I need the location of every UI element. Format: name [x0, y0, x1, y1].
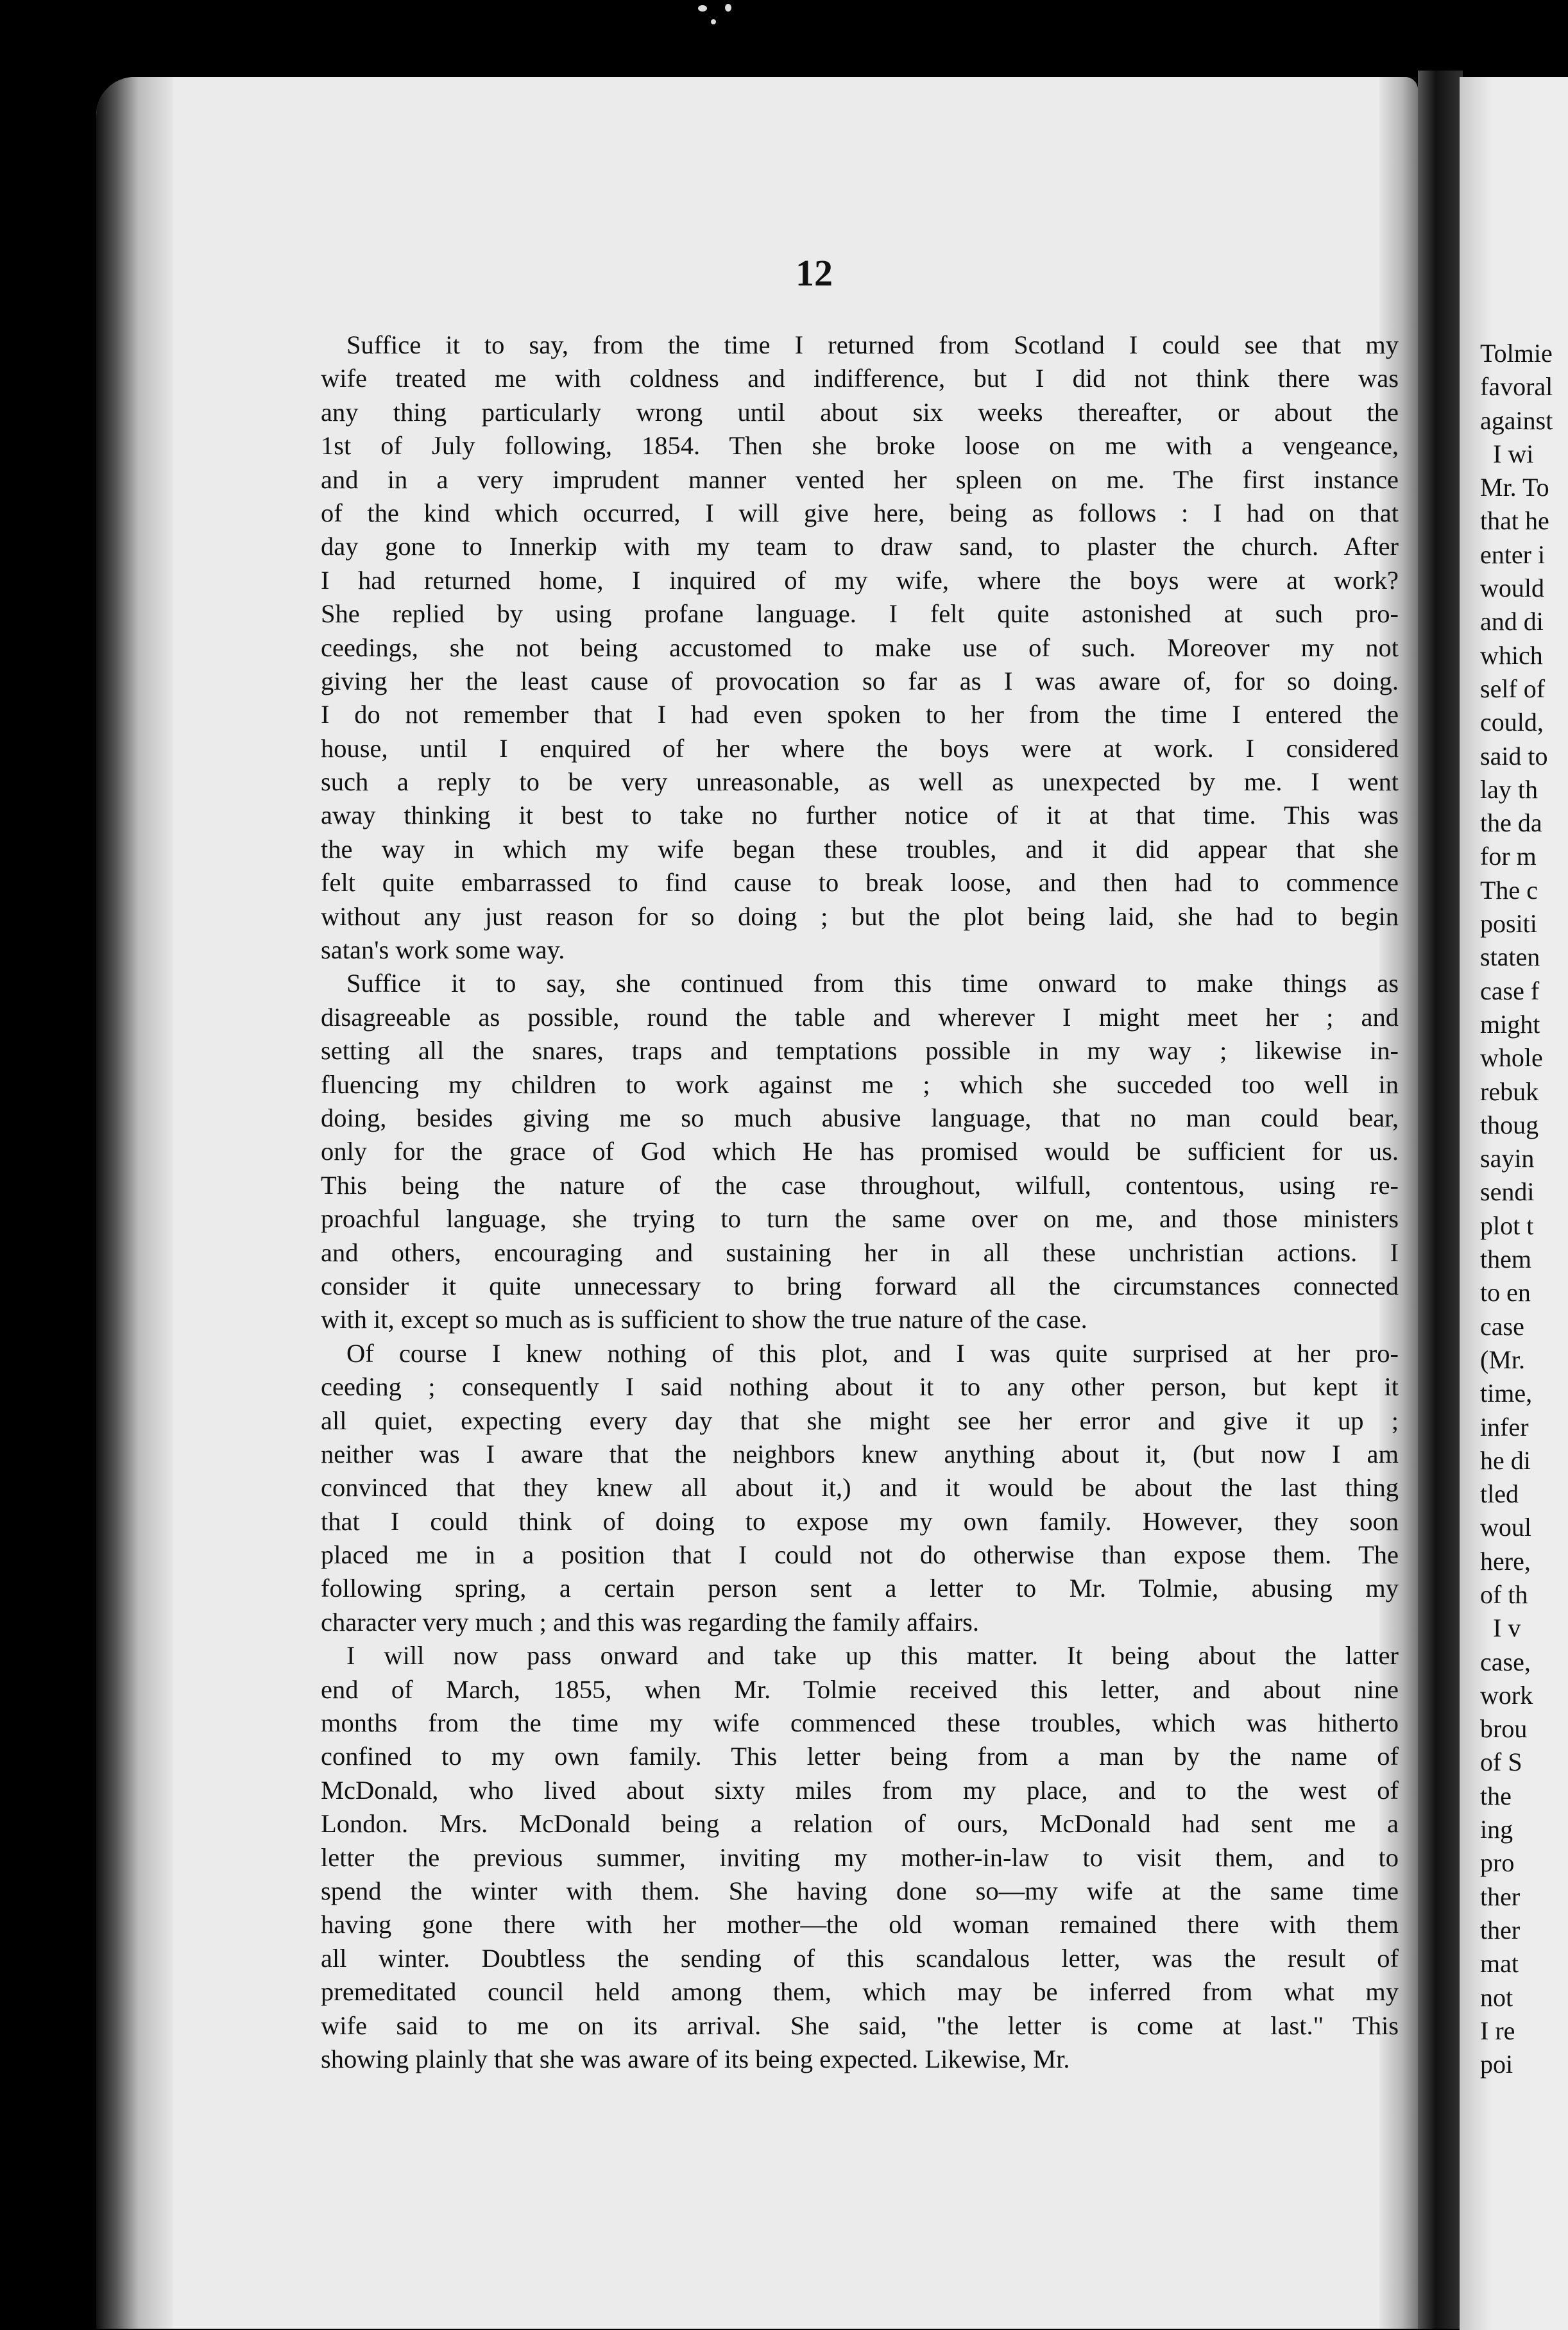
facing-page-line: could, — [1480, 708, 1544, 737]
text-line: setting all the snares, traps and temptations possible in my way ; likewise in- — [321, 1036, 1399, 1066]
facing-page-line: enter i — [1480, 540, 1546, 569]
text-line: I had returned home, I inquired of my wife, where the boys were at work? — [321, 565, 1399, 595]
facing-page-line: positi — [1480, 909, 1537, 939]
facing-page-line: that he — [1480, 506, 1549, 536]
text-line: following spring, a certain person sent a letter to Mr. Tolmie, abusing my — [321, 1574, 1399, 1603]
text-line: letter the previous summer, inviting my mother-in-law to visit them, and to — [321, 1842, 1399, 1872]
paragraph — [321, 328, 1399, 967]
facing-page-line: woul — [1480, 1513, 1531, 1542]
text-line: ceeding ; consequently I said nothing about it to any other person, but kept it — [321, 1372, 1399, 1402]
facing-page-line: rebuk — [1480, 1076, 1539, 1106]
facing-page-line: I v — [1493, 1613, 1521, 1643]
facing-page-line: infer — [1480, 1412, 1529, 1441]
text-line: 1st of July following, 1854. Then she broke loose on me with a vengeance, — [321, 431, 1399, 461]
text-line: London. Mrs. McDonald being a relation of ours, McDonald had sent me a — [321, 1809, 1399, 1839]
page-number: 12 — [796, 252, 833, 294]
text-line: the way in which my wife began these troubles, and it did appear that she — [321, 834, 1399, 863]
facing-page-line: whole — [1480, 1043, 1543, 1073]
facing-page-line: pro — [1480, 1848, 1515, 1878]
text-line: I will now pass onward and take up this matter. It being about the latter — [346, 1641, 1399, 1671]
facing-page-line: would — [1480, 574, 1544, 603]
text-line: She replied by using profane language. I felt quite astonished at such pro- — [321, 599, 1399, 629]
facing-page-line: tled — [1480, 1479, 1519, 1509]
text-line: Of course I knew nothing of this plot, and I was quite surprised at her pro- — [346, 1338, 1399, 1368]
scan-speck — [711, 19, 716, 24]
facing-page-line: self of — [1480, 674, 1546, 703]
text-line: Suffice it to say, from the time I returned from Scotland I could see that my — [346, 330, 1399, 359]
facing-page-line: sayin — [1480, 1144, 1535, 1173]
text-line: house, until I enquired of her where the boys were at work. I considered — [321, 733, 1399, 763]
text-line: McDonald, who lived about sixty miles from my place, and to the west of — [321, 1775, 1399, 1805]
facing-page-line: he di — [1480, 1445, 1531, 1475]
scan-speck — [698, 5, 707, 12]
text-line: doing, besides giving me so much abusive language, that no man could bear, — [321, 1103, 1399, 1132]
facing-page-line: ther — [1480, 1882, 1521, 1911]
text-line: with it, except so much as is sufficient to show the true nature of the case. — [321, 1305, 1087, 1334]
text-line: spend the winter with them. She having done so—my wife at the same time — [321, 1876, 1399, 1905]
facing-page-line: Tolmie — [1480, 339, 1553, 368]
facing-page-line: here, — [1480, 1546, 1531, 1576]
facing-page-line: and di — [1480, 607, 1544, 636]
facing-page-fragment — [1460, 77, 1568, 2330]
text-line: neither was I aware that the neighbors knew anything about it, (but now I am — [321, 1439, 1399, 1468]
facing-page-line: thoug — [1480, 1110, 1539, 1139]
text-line: away thinking it best to take no further notice of it at that time. This was — [321, 801, 1399, 830]
text-line: all winter. Doubtless the sending of this scandalous letter, was the result of — [321, 1943, 1399, 1973]
text-line: I do not remember that I had even spoken to her from the time I entered the — [321, 700, 1399, 729]
text-line: satan's work some way. — [321, 935, 565, 965]
text-line: day gone to Innerkip with my team to draw sand, to plaster the church. After — [321, 532, 1399, 561]
facing-page-line: of th — [1480, 1579, 1528, 1609]
facing-page-line: to en — [1480, 1278, 1531, 1307]
body-text — [321, 328, 1399, 2076]
page-edge-shadow — [96, 77, 173, 2329]
facing-page-text — [1480, 337, 1553, 2081]
scan-speck — [725, 4, 731, 12]
paragraph — [321, 967, 1399, 1336]
facing-page-line: I re — [1480, 2016, 1515, 2045]
paragraph — [321, 1337, 1399, 1640]
text-line: and in a very imprudent manner vented her spleen on me. The first instance — [321, 464, 1399, 494]
text-line: fluencing my children to work against me ; which she succeded too well in — [321, 1069, 1399, 1099]
text-line: This being the nature of the case throughout, wilfull, contentous, using re- — [321, 1170, 1399, 1200]
facing-page-line: plot t — [1480, 1211, 1534, 1240]
text-line: Suffice it to say, she continued from this time onward to make things as — [346, 969, 1399, 998]
facing-page-line: brou — [1480, 1714, 1528, 1744]
facing-page-line: poi — [1480, 2050, 1513, 2079]
facing-page-line: for m — [1480, 842, 1537, 871]
text-line: end of March, 1855, when Mr. Tolmie received this letter, and about nine — [321, 1674, 1399, 1704]
text-line: only for the grace of God which He has promised would be sufficient for us. — [321, 1137, 1399, 1166]
book-gutter — [1418, 71, 1463, 2329]
facing-page-line: case — [1480, 1311, 1524, 1341]
facing-page-line: ing — [1480, 1815, 1513, 1844]
text-line: consider it quite unnecessary to bring forward all the circumstances connected — [321, 1271, 1399, 1300]
facing-page-line: (Mr. — [1480, 1345, 1525, 1374]
facing-page-line: lay th — [1480, 774, 1538, 804]
facing-page-line: case f — [1480, 976, 1540, 1005]
facing-page-line: staten — [1480, 942, 1540, 972]
text-line: any thing particularly wrong until about six weeks thereafter, or about the — [321, 397, 1399, 427]
text-line: wife treated me with coldness and indifference, but I did not think there was — [321, 364, 1399, 393]
paragraph — [321, 1639, 1399, 2076]
text-line: and others, encouraging and sustaining her in all these unchristian actions. I — [321, 1237, 1399, 1267]
facing-page-line: not — [1480, 1982, 1513, 2012]
facing-page-line: mat — [1480, 1949, 1519, 1978]
facing-page-line: against — [1480, 405, 1553, 435]
text-line: premeditated council held among them, which may be inferred from what my — [321, 1977, 1399, 2007]
text-line: ceedings, she not being accustomed to make use of such. Moreover my not — [321, 633, 1399, 662]
text-line: proachful language, she trying to turn the same over on me, and those ministers — [321, 1204, 1399, 1234]
text-line: of the kind which occurred, I will give here, being as follows : I had on that — [321, 498, 1399, 527]
facing-page-line: of S — [1480, 1748, 1522, 1777]
facing-page-line: which — [1480, 640, 1543, 670]
facing-page-line: I wi — [1493, 439, 1534, 468]
text-line: convinced that they knew all about it,) and it would be about the last thing — [321, 1473, 1399, 1502]
text-line: without any just reason for so doing ; but the plot being laid, she had to begin — [321, 901, 1399, 931]
facing-page-line: the da — [1480, 808, 1542, 838]
text-line: having gone there with her mother—the old woman remained there with them — [321, 1910, 1399, 1939]
facing-page-line: ther — [1480, 1915, 1521, 1944]
text-line: character very much ; and this was regarding the family affairs. — [321, 1607, 979, 1637]
facing-page-line: might — [1480, 1009, 1540, 1039]
facing-page-line: them — [1480, 1245, 1531, 1274]
facing-page-line: favoral — [1480, 372, 1553, 402]
text-line: giving her the least cause of provocation so far as I was aware of, for so doing. — [321, 666, 1399, 695]
facing-page-line: case, — [1480, 1647, 1531, 1676]
text-line: felt quite embarrassed to find cause to break loose, and then had to commence — [321, 868, 1399, 897]
facing-page-line: the — [1480, 1781, 1512, 1810]
facing-page-line: Mr. To — [1480, 473, 1549, 502]
text-line: that I could think of doing to expose my own family. However, they soon — [321, 1506, 1399, 1536]
text-line: all quiet, expecting every day that she might see her error and give it up ; — [321, 1406, 1399, 1435]
text-line: wife said to me on its arrival. She said, "the letter is come at last." This — [321, 2011, 1399, 2040]
text-line: placed me in a position that I could not do otherwise than expose them. The — [321, 1540, 1399, 1570]
text-line: confined to my own family. This letter being from a man by the name of — [321, 1742, 1399, 1771]
facing-page-line: work — [1480, 1680, 1533, 1710]
text-line: months from the time my wife commenced these troubles, which was hitherto — [321, 1708, 1399, 1738]
facing-page-line: sendi — [1480, 1177, 1535, 1207]
text-line: such a reply to be very unreasonable, as well as unexpected by me. I went — [321, 767, 1399, 797]
facing-page-line: said to — [1480, 741, 1548, 770]
facing-page-line: The c — [1480, 875, 1538, 905]
text-line: showing plainly that she was aware of its being expected. Likewise, Mr. — [321, 2044, 1070, 2073]
text-line: disagreeable as possible, round the table and wherever I might meet her ; and — [321, 1002, 1399, 1032]
facing-page-line: time, — [1480, 1379, 1533, 1408]
